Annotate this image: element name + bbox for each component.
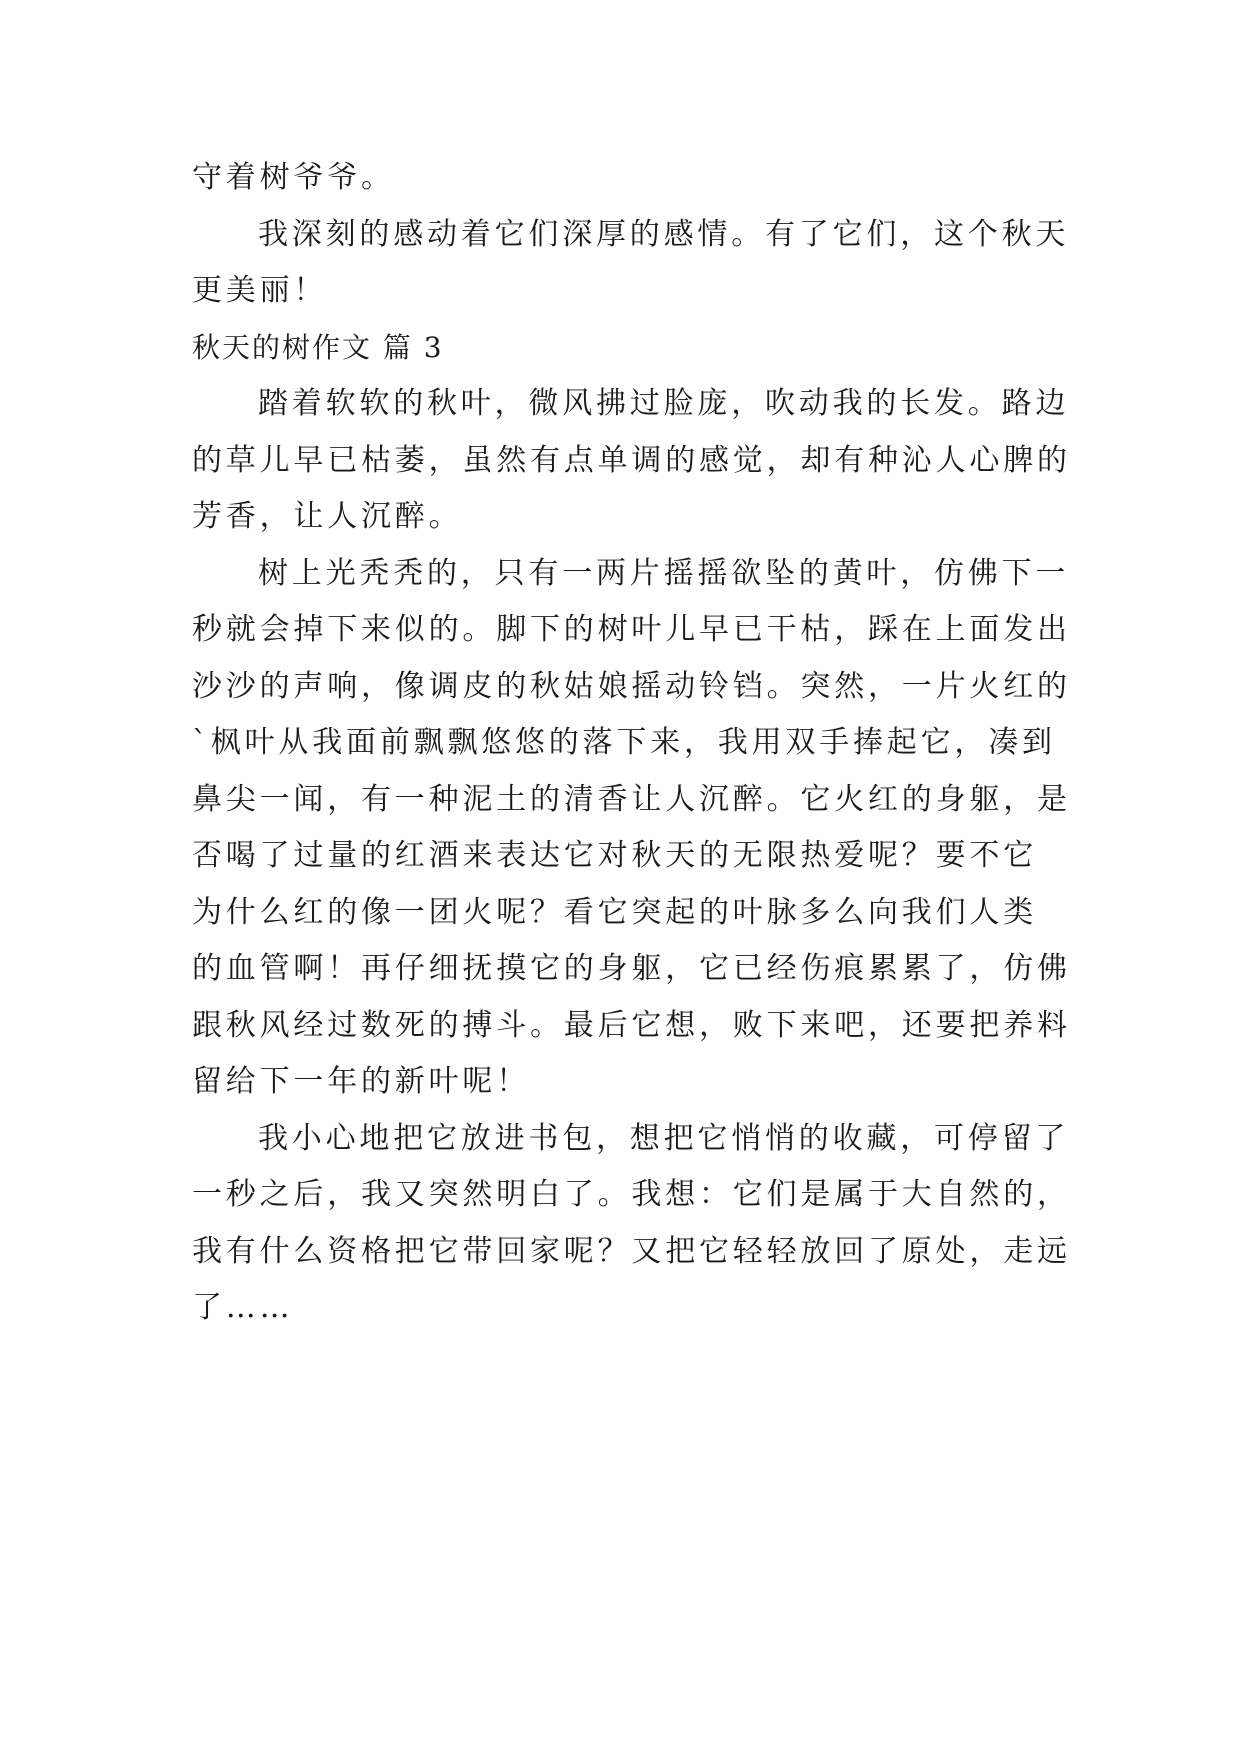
paragraph-first-line: 我小心地把它放进书包，想把它悄悄的收藏，可停留了 [258, 1120, 1070, 1156]
text-line: 为什么红的像一团火呢？看它突起的叶脉多么向我们人类 [192, 894, 1037, 930]
text-line: 芳香，让人沉醉。 [192, 499, 463, 534]
text-line: 沙沙的声响，像调皮的秋姑娘摇动铃铛。突然，一片火红的 [192, 668, 1071, 704]
text-line: 跟秋风经过数死的搏斗。最后它想，败下来吧，还要把养料 [192, 1007, 1071, 1043]
text-line: 了…… [192, 1290, 294, 1325]
paragraph-first-line: 我深刻的感动着它们深厚的感情。有了它们，这个秋天 [258, 216, 1070, 252]
text-line: 守着树爷爷。 [192, 160, 395, 195]
document-body [192, 150, 1071, 1337]
text-line: 的草儿早已枯萎，虽然有点单调的感觉，却有种沁人心脾的 [192, 442, 1071, 478]
text-line: 我有什么资格把它带回家呢？又把它轻轻放回了原处，走远 [192, 1233, 1071, 1269]
section-title: 秋天的树作文 篇 3 [192, 330, 444, 364]
paragraph-first-line: 树上光秃秃的，只有一两片摇摇欲坠的黄叶，仿佛下一 [258, 555, 1070, 591]
text-line: 的血管啊！再仔细抚摸它的身躯，它已经伤痕累累了，仿佛 [192, 951, 1071, 986]
text-line: 更美丽！ [192, 273, 328, 308]
text-line: 秒就会掉下来似的。脚下的树叶儿早已干枯，踩在上面发出 [192, 612, 1071, 647]
text-line: `枫叶从我面前飘飘悠悠的落下来，我用双手捧起它，凑到 [192, 725, 1056, 760]
text-line: 否喝了过量的红酒来表达它对秋天的无限热爱呢？要不它 [192, 838, 1037, 873]
paragraph-first-line: 踏着软软的秋叶，微风拂过脸庞，吹动我的长发。路边 [258, 386, 1070, 421]
text-line: 留给下一年的新叶呢！ [192, 1064, 530, 1099]
text-line: 鼻尖一闻，有一种泥土的清香让人沉醉。它火红的身躯，是 [192, 781, 1071, 817]
text-line: 一秒之后，我又突然明白了。我想：它们是属于大自然的， [192, 1177, 1071, 1212]
